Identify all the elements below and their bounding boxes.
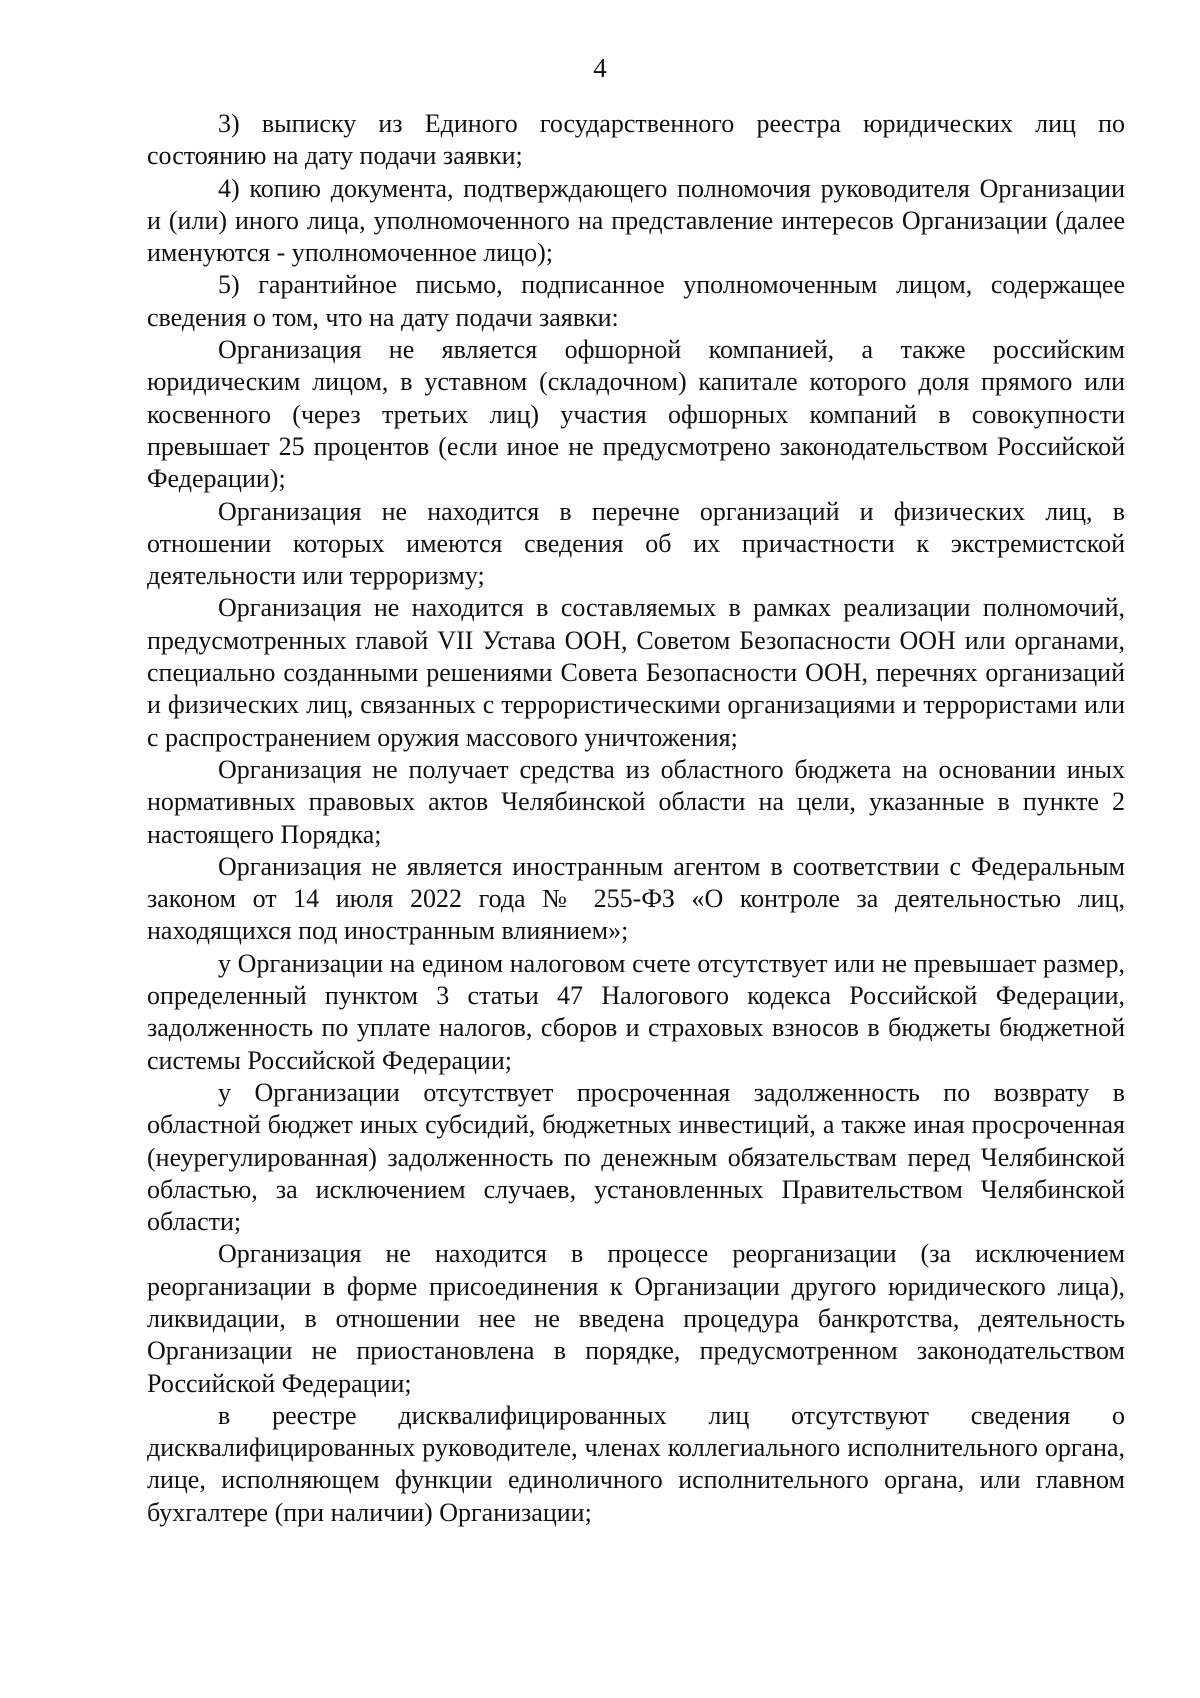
paragraph-tax-debt: у Организации на едином налоговом счете отсутствует или не превышает размер, определенный пунктом 3 статьи 47 Налогового кодекса Российской Федерации, задолженность по уплате налогов, сборов и страховых взносов в бюджеты бюджетной системы Российской Федерации; [147,948,1125,1075]
paragraph-disqualified-persons: в реестре дисквалифицированных лиц отсутствуют сведения о дисквалифицированных руководителе, членах коллегиального исполнительного органа, лице, исполняющем функции единоличного исполнительного органа, или главном бухгалтере (при наличии) Организации; [147,1400,1125,1527]
paragraph-regional-budget: Организация не получает средства из областного бюджета на основании иных нормативных правовых актов Челябинской области на цели, указанные в пункте 2 настоящего Порядка; [147,754,1125,849]
paragraph-overdue-debt: у Организации отсутствует просроченная задолженность по возврату в областной бюджет иных субсидий, бюджетных инвестиций, а также иная просроченная (неурегулированная) задолженность по денежным обязательствам перед Челябинской областью, за исключением случаев, установленных Правительством Челябинской области; [147,1077,1125,1237]
paragraph-offshore: Организация не является офшорной компанией, а также российским юридическим лицом, в уставном (складочном) капитале которого доля прямого или косвенного (через третьих лиц) участия офшорных компаний в совокупности превышает 25 процентов (если иное не предусмотрено законодательством Российской Федерации); [147,335,1125,494]
paragraph-reorganization: Организация не находится в процессе реорганизации (за исключением реорганизации в форме присоединения к Организации другого юридического лица), ликвидации, в отношении нее не введена процедура банкротства, деятельность Организации не приостановлена в порядке, предусмотренном законодательством Российской Федерации; [147,1239,1125,1398]
document-body [147,108,1125,1529]
page-number: 4 [593,53,607,83]
paragraph-foreign-agent: Организация не является иностранным агентом в соответствии с Федеральным законом от 14 июля 2022 года № 255-ФЗ «О контроле за деятельностью лиц, находящихся под иностранным влиянием»; [147,851,1125,946]
paragraph-extremism: Организация не находится в перечне организаций и физических лиц, в отношении которых имеются сведения об их причастности к экстремистской деятельности или терроризму; [147,496,1125,591]
paragraph-guarantee-letter: 5) гарантийное письмо, подписанное уполномоченным лицом, содержащее сведения о том, что на дату подачи заявки: [147,270,1125,332]
paragraph-authority-document: 4) копию документа, подтверждающего полномочия руководителя Организации и (или) иного лица, уполномоченного на представление интересов Организации (далее именуются - уполномоченное лицо); [147,173,1125,268]
paragraph-extract-egrul: 3) выписку из Единого государственного реестра юридических лиц по состоянию на дату подачи заявки; [147,109,1125,171]
paragraph-un-lists: Организация не находится в составляемых в рамках реализации полномочий, предусмотренных главой VII Устава ООН, Советом Безопасности ООН или органами, специально созданными решениями Совета Безопасности ООН, перечнях организаций и физических лиц, связанных с террористическими организациями и террористами или с распространением оружия массового уничтожения; [147,593,1125,752]
